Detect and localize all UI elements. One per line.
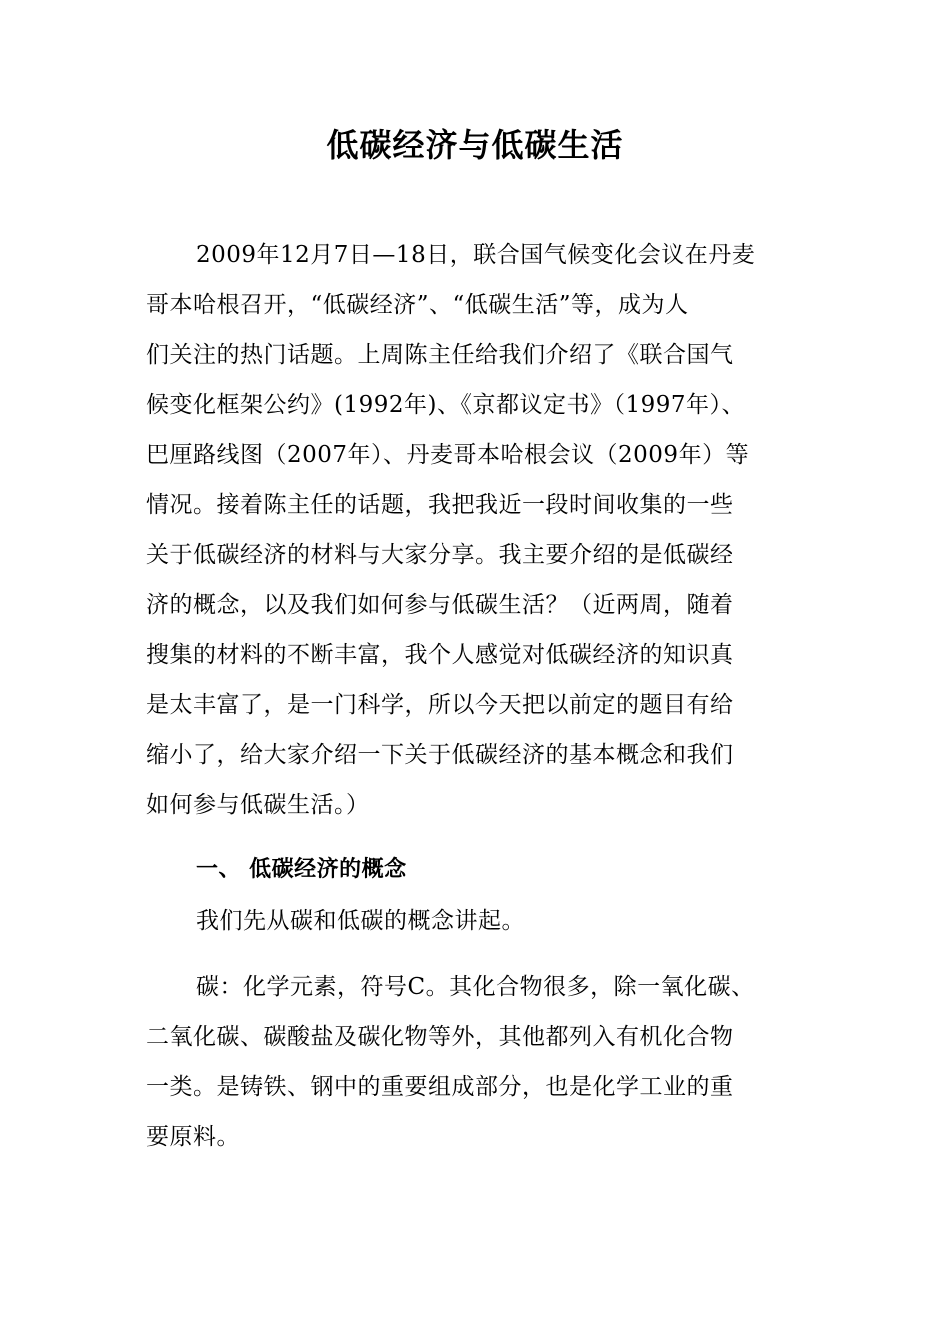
intro-line-6: 情况。接着陈主任的话题，我把我近一段时间收集的一些 [146,492,734,518]
carbon-line-3: 一类。是铸铁、钢中的重要组成部分，也是化学工业的重 [146,1074,734,1100]
section-intro: 我们先从碳和低碳的概念讲起。 [196,908,525,934]
carbon-line-4: 要原料。 [146,1124,240,1150]
intro-line-10: 是太丰富了，是一门科学，所以今天把以前定的题目有给 [146,692,734,718]
section-heading: 一、 低碳经济的概念 [196,857,407,882]
intro-line-11: 缩小了，给大家介绍一下关于低碳经济的基本概念和我们 [146,742,734,768]
intro-line-3: 们关注的热门话题。上周陈主任给我们介绍了《联合国气 [146,342,734,368]
document-title: 低碳经济与低碳生活 [326,126,624,164]
intro-line-2: 哥本哈根召开，“低碳经济”、“低碳生活”等，成为人 [146,292,689,318]
intro-line-5: 巴厘路线图（2007年）、丹麦哥本哈根会议（2009年）等 [146,442,750,468]
intro-line-1: 2009年12月7日—18日，联合国气候变化会议在丹麦 [196,242,756,268]
intro-line-4: 候变化框架公约》(1992年)、《京都议定书》（1997年）、 [146,392,746,418]
intro-line-9: 搜集的材料的不断丰富，我个人感觉对低碳经济的知识真 [146,642,734,668]
carbon-line-1: 碳：化学元素，符号C。其化合物很多，除一氧化碳、 [196,974,755,1000]
carbon-line-2: 二氧化碳、碳酸盐及碳化物等外，其他都列入有机化合物 [146,1024,734,1050]
intro-line-8: 济的概念，以及我们如何参与低碳生活？（近两周，随着 [146,592,734,618]
intro-line-7: 关于低碳经济的材料与大家分享。我主要介绍的是低碳经 [146,542,734,568]
intro-line-12: 如何参与低碳生活。） [146,792,370,818]
